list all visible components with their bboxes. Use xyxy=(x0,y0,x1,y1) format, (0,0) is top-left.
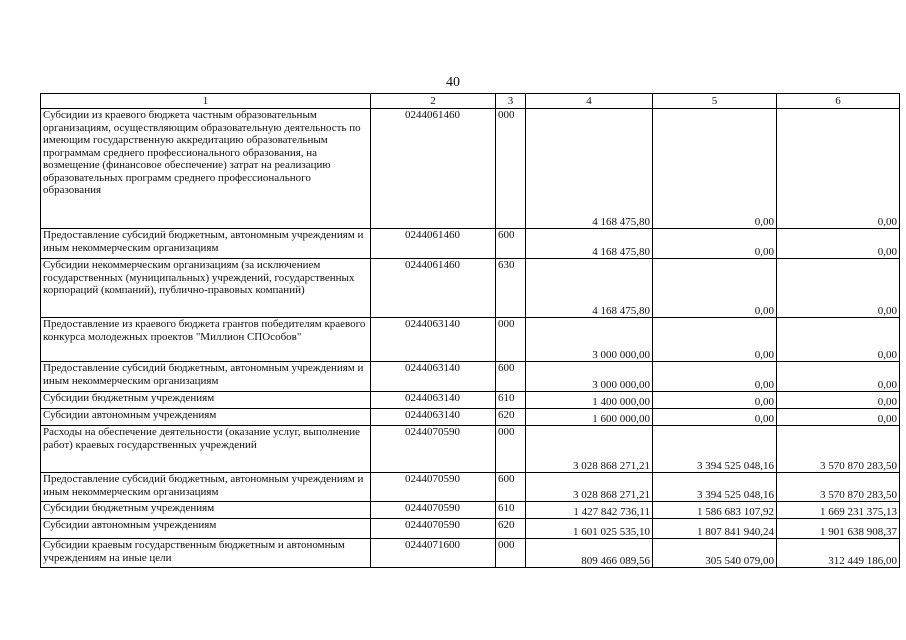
row-expense-type: 600 xyxy=(496,362,526,392)
row-name: Предоставление субсидий бюджетным, автономным учреждениям и иным некоммерческим организациям xyxy=(41,473,371,502)
table-row xyxy=(41,519,900,539)
table-row xyxy=(41,318,900,362)
row-expense-type: 000 xyxy=(496,426,526,473)
row-value-col4: 4 168 475,80 xyxy=(526,229,653,259)
row-value-col4: 809 466 089,56 xyxy=(526,539,653,568)
row-expense-type: 600 xyxy=(496,473,526,502)
row-name: Расходы на обеспечение деятельности (оказание услуг, выполнение работ) краевых государственных учреждений xyxy=(41,426,371,473)
table-row xyxy=(41,473,900,502)
row-value-col6: 312 449 186,00 xyxy=(777,539,900,568)
row-value-col4: 1 601 025 535,10 xyxy=(526,519,653,539)
row-target-code: 0244070590 xyxy=(371,519,496,539)
row-name: Предоставление субсидий бюджетным, автономным учреждениям и иным некоммерческим организациям xyxy=(41,229,371,259)
row-value-col6: 3 570 870 283,50 xyxy=(777,426,900,473)
row-expense-type: 000 xyxy=(496,318,526,362)
row-expense-type: 000 xyxy=(496,539,526,568)
row-target-code: 0244070590 xyxy=(371,426,496,473)
row-name: Предоставление из краевого бюджета грантов победителям краевого конкурса молодежных проектов "Миллион СПОсобов" xyxy=(41,318,371,362)
row-value-col5: 1 586 683 107,92 xyxy=(653,502,777,519)
table-row xyxy=(41,229,900,259)
row-value-col4: 3 000 000,00 xyxy=(526,318,653,362)
table-row xyxy=(41,259,900,318)
column-header: 6 xyxy=(777,94,900,109)
table-header-row xyxy=(41,94,900,109)
row-target-code: 0244061460 xyxy=(371,229,496,259)
row-value-col4: 4 168 475,80 xyxy=(526,109,653,229)
row-name: Предоставление субсидий бюджетным, автономным учреждениям и иным некоммерческим организациям xyxy=(41,362,371,392)
table-row xyxy=(41,362,900,392)
row-value-col5: 0,00 xyxy=(653,392,777,409)
row-expense-type: 610 xyxy=(496,392,526,409)
row-target-code: 0244070590 xyxy=(371,502,496,519)
table-row xyxy=(41,502,900,519)
table-row xyxy=(41,392,900,409)
row-value-col5: 0,00 xyxy=(653,109,777,229)
row-value-col4: 3 000 000,00 xyxy=(526,362,653,392)
row-value-col6: 0,00 xyxy=(777,259,900,318)
table-row xyxy=(41,426,900,473)
row-value-col4: 4 168 475,80 xyxy=(526,259,653,318)
column-header: 4 xyxy=(526,94,653,109)
column-header: 5 xyxy=(653,94,777,109)
row-value-col4: 3 028 868 271,21 xyxy=(526,426,653,473)
row-value-col6: 1 901 638 908,37 xyxy=(777,519,900,539)
row-name: Субсидии краевым государственным бюджетным и автономным учреждениям на иные цели xyxy=(41,539,371,568)
table-row xyxy=(41,409,900,426)
row-value-col4: 1 427 842 736,11 xyxy=(526,502,653,519)
budget-table xyxy=(40,93,900,568)
row-value-col6: 0,00 xyxy=(777,109,900,229)
row-value-col5: 3 394 525 048,16 xyxy=(653,473,777,502)
page-number: 40 xyxy=(446,75,460,90)
column-header: 1 xyxy=(41,94,371,109)
row-expense-type: 620 xyxy=(496,409,526,426)
row-value-col6: 0,00 xyxy=(777,392,900,409)
row-value-col6: 1 669 231 375,13 xyxy=(777,502,900,519)
row-value-col5: 0,00 xyxy=(653,229,777,259)
row-value-col6: 3 570 870 283,50 xyxy=(777,473,900,502)
row-name: Субсидии из краевого бюджета частным образовательным организациям, осуществляющим образовательную деятельность по имеющим государственную аккредитацию образовательным программам среднего профессионального образования, на возмещение (финансовое обеспечение) затрат на реализацию образовательных программ среднего профессионального образования xyxy=(41,109,371,229)
row-target-code: 0244063140 xyxy=(371,392,496,409)
row-value-col6: 0,00 xyxy=(777,409,900,426)
column-header: 2 xyxy=(371,94,496,109)
row-target-code: 0244063140 xyxy=(371,318,496,362)
row-value-col5: 1 807 841 940,24 xyxy=(653,519,777,539)
row-value-col4: 3 028 868 271,21 xyxy=(526,473,653,502)
row-target-code: 0244063140 xyxy=(371,362,496,392)
row-value-col5: 305 540 079,00 xyxy=(653,539,777,568)
row-value-col5: 3 394 525 048,16 xyxy=(653,426,777,473)
row-target-code: 0244061460 xyxy=(371,259,496,318)
row-target-code: 0244071600 xyxy=(371,539,496,568)
row-name: Субсидии бюджетным учреждениям xyxy=(41,502,371,519)
row-value-col5: 0,00 xyxy=(653,318,777,362)
row-value-col5: 0,00 xyxy=(653,409,777,426)
row-value-col6: 0,00 xyxy=(777,362,900,392)
row-target-code: 0244063140 xyxy=(371,409,496,426)
column-header: 3 xyxy=(496,94,526,109)
row-name: Субсидии некоммерческим организациям (за исключением государственных (муниципальных) учреждений, государственных корпораций (компаний), публично-правовых компаний) xyxy=(41,259,371,318)
row-name: Субсидии бюджетным учреждениям xyxy=(41,392,371,409)
row-target-code: 0244070590 xyxy=(371,473,496,502)
row-value-col5: 0,00 xyxy=(653,362,777,392)
row-expense-type: 630 xyxy=(496,259,526,318)
row-expense-type: 610 xyxy=(496,502,526,519)
table-row xyxy=(41,539,900,568)
row-value-col6: 0,00 xyxy=(777,318,900,362)
row-value-col4: 1 400 000,00 xyxy=(526,392,653,409)
row-value-col4: 1 600 000,00 xyxy=(526,409,653,426)
row-name: Субсидии автономным учреждениям xyxy=(41,409,371,426)
row-expense-type: 620 xyxy=(496,519,526,539)
row-value-col6: 0,00 xyxy=(777,229,900,259)
row-value-col5: 0,00 xyxy=(653,259,777,318)
row-expense-type: 600 xyxy=(496,229,526,259)
row-name: Субсидии автономным учреждениям xyxy=(41,519,371,539)
row-expense-type: 000 xyxy=(496,109,526,229)
table-row xyxy=(41,109,900,229)
row-target-code: 0244061460 xyxy=(371,109,496,229)
